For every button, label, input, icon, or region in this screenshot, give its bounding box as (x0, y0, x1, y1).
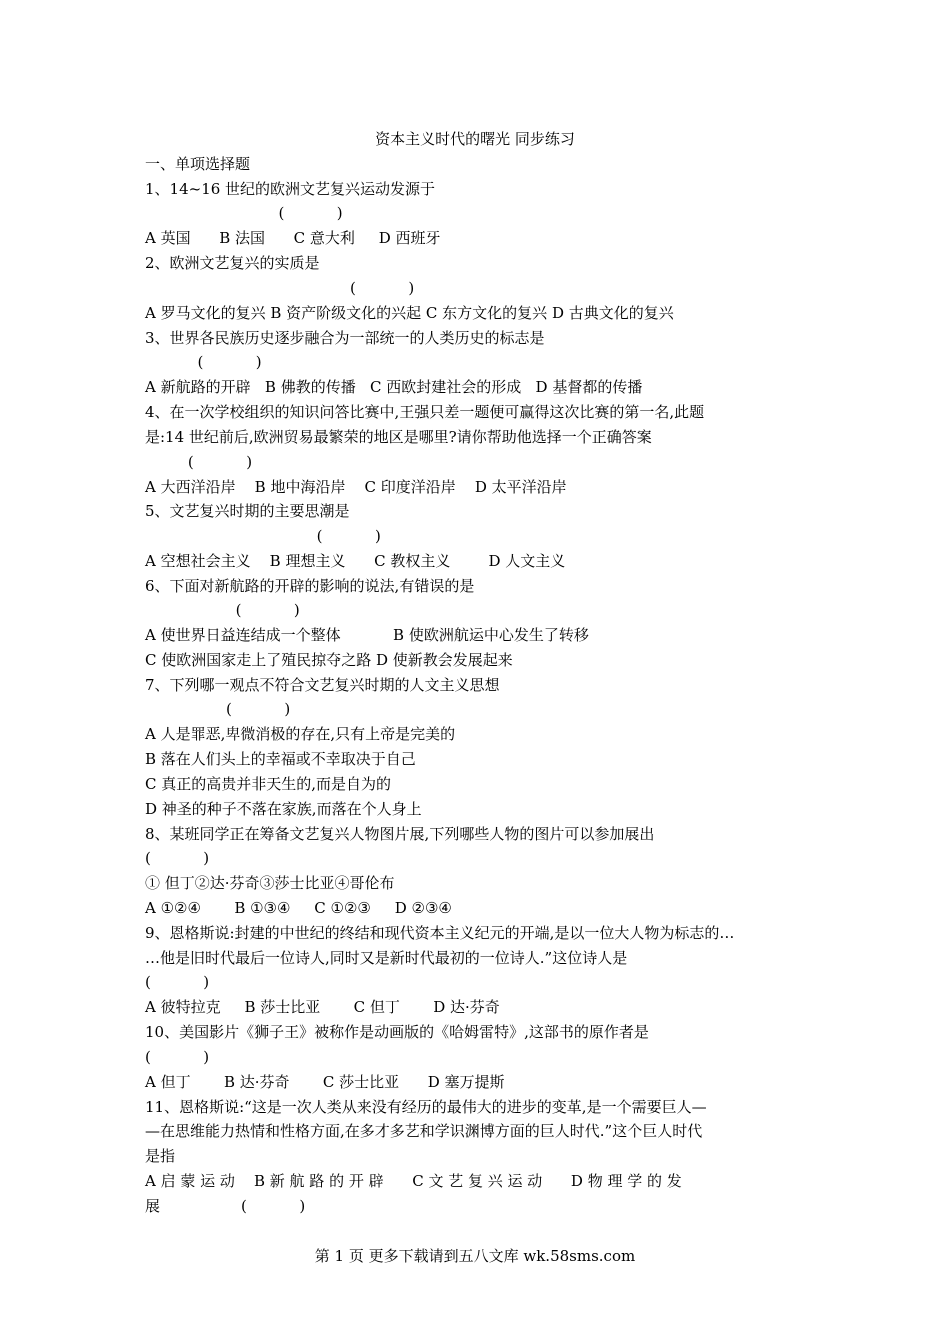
question-2: 2、欧洲文艺复兴的实质是 (145, 254, 320, 272)
options: A 彼特拉克 B 莎士比亚 C 但丁 D 达·芬奇 (145, 998, 500, 1016)
question-1: 1、14~16 世纪的欧洲文艺复兴运动发源于 (145, 180, 436, 198)
answer-blank: ( ) (145, 849, 210, 867)
options: A 启 蒙 运 动 B 新 航 路 的 开 辟 C 文 艺 复 兴 运 动 D 物 理 学 的 发 (145, 1172, 682, 1190)
options: A 英国 B 法国 C 意大利 D 西班牙 (145, 229, 441, 247)
question-5: 5、文艺复兴时期的主要思潮是 (145, 502, 350, 520)
question-3: 3、世界各民族历史逐步融合为一部统一的人类历史的标志是 (145, 329, 545, 347)
question-4: 4、在一次学校组织的知识问答比赛中,王强只差一题便可赢得这次比赛的第一名,此题 (145, 403, 705, 421)
page-title: 资本主义时代的曙光 同步练习 (375, 130, 575, 148)
options: C 使欧洲国家走上了殖民掠夺之路 D 使新教会发展起来 (145, 651, 513, 669)
options: A 大西洋沿岸 B 地中海沿岸 C 印度洋沿岸 D 太平洋沿岸 (145, 478, 567, 496)
options: A 但丁 B 达·芬奇 C 莎士比亚 D 塞万提斯 (145, 1073, 505, 1091)
answer-blank: ( ) (145, 1048, 210, 1066)
question-6: 6、下面对新航路的开辟的影响的说法,有错误的是 (145, 577, 475, 595)
answer-blank: 展 ( ) (145, 1197, 306, 1215)
question-8: 8、某班同学正在筹备文艺复兴人物图片展,下列哪些人物的图片可以参加展出 (145, 825, 655, 843)
question-8-items: ① 但丁②达·芬奇③莎士比亚④哥伦布 (145, 874, 395, 892)
page-footer: 第 1 页 更多下载请到五八文库 wk.58sms.com (314, 1247, 636, 1265)
question-11-cont: —在思维能力热情和性格方面,在多才多艺和学识渊博方面的巨人时代.”这个巨人时代 (145, 1122, 703, 1140)
options: A 使世界日益连结成一个整体 B 使欧洲航运中心发生了转移 (145, 626, 589, 644)
options: A 新航路的开辟 B 佛教的传播 C 西欧封建社会的形成 D 基督都的传播 (145, 378, 643, 396)
answer-blank: ( ) (145, 204, 343, 222)
answer-blank: ( ) (145, 601, 300, 619)
options: A 空想社会主义 B 理想主义 C 教权主义 D 人文主义 (145, 552, 566, 570)
options: A ①②④ B ①③④ C ①②③ D ②③④ (145, 899, 452, 917)
question-11-cont: 是指 (145, 1147, 176, 1165)
question-9-cont: …他是旧时代最后一位诗人,同时又是新时代最初的一位诗人.”这位诗人是 (145, 949, 628, 967)
answer-blank: ( ) (145, 279, 415, 297)
question-9: 9、恩格斯说:封建的中世纪的终结和现代资本主义纪元的开端,是以一位大人物为标志的… (145, 924, 735, 942)
question-10: 10、美国影片《狮子王》被称作是动画版的《哈姆雷特》,这部书的原作者是 (145, 1023, 649, 1041)
options: A 罗马文化的复兴 B 资产阶级文化的兴起 C 东方文化的复兴 D 古典文化的复兴 (145, 304, 674, 322)
answer-blank: ( ) (145, 353, 262, 371)
question-11: 11、恩格斯说:“这是一次人类从来没有经历的最伟大的进步的变革,是一个需要巨人— (145, 1098, 707, 1116)
option-c: C 真正的高贵并非天生的,而是自为的 (145, 775, 392, 793)
answer-blank: ( ) (145, 700, 291, 718)
question-7: 7、下列哪一观点不符合文艺复兴时期的人文主义思想 (145, 676, 500, 694)
option-d: D 神圣的种子不落在家族,而落在个人身上 (145, 800, 422, 818)
option-b: B 落在人们头上的幸福或不幸取决于自己 (145, 750, 416, 768)
option-a: A 人是罪恶,卑微消极的存在,只有上帝是完美的 (145, 725, 456, 743)
answer-blank: ( ) (145, 973, 210, 991)
answer-blank: ( ) (145, 527, 381, 545)
section-heading: 一、单项选择题 (145, 155, 251, 173)
question-4-cont: 是:14 世纪前后,欧洲贸易最繁荣的地区是哪里?请你帮助他选择一个正确答案 (145, 428, 652, 446)
answer-blank: ( ) (145, 453, 253, 471)
